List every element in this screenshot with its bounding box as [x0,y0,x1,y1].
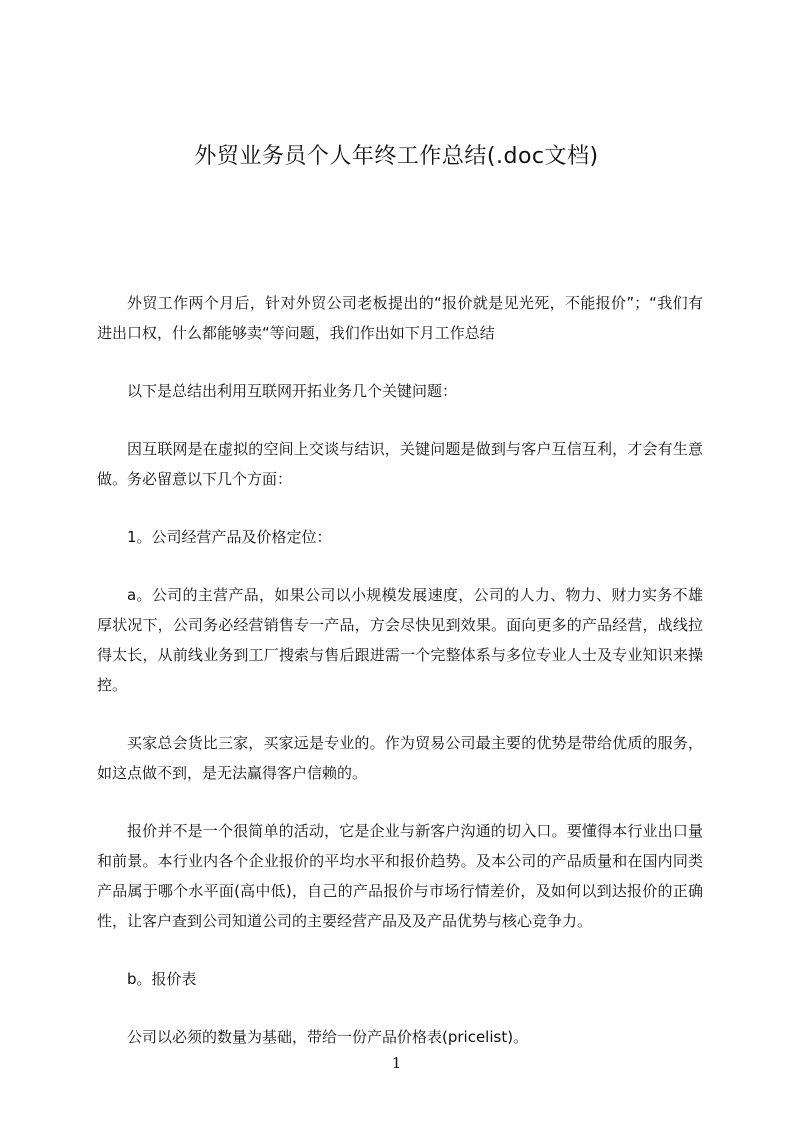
paragraph-price-list: 公司以必须的数量为基础，带给一份产品价格表(pricelist)。 [127,1028,529,1046]
paragraph-main-products: a。公司的主营产品，如果公司以小规模发展速度，公司的人力、物力、财力实务不雄厚状况下，公司务必经营销售专一产品，方会尽快见到效果。面向更多的产品经营，战线拉得太长，从前线业务到工厂搜索与售后跟进需一个完整体系与多位专业人士及专业知识来操控。 [97,586,703,694]
page-number: 1 [391,1054,402,1072]
document-body [97,288,703,1080]
document-title: 外贸业务员个人年终工作总结(.doc文档) [194,144,599,169]
paragraph-intro: 外贸工作两个月后，针对外贸公司老板提出的“报价就是见光死，不能报价”；“我们有进出口权，什么都能够卖“等问题，我们作出如下月工作总结 [97,294,703,342]
paragraph-key-issues: 以下是总结出利用互联网开拓业务几个关键问题： [127,382,458,400]
paragraph-price-list-heading: b。报价表 [127,970,197,988]
paragraph-buyers: 买家总会货比三家，买家远是专业的。作为贸易公司最主要的优势是带给优质的服务，如这点做不到，是无法赢得客户信赖的。 [97,734,703,782]
paragraph-quotation: 报价并不是一个很简单的活动，它是企业与新客户沟通的切入口。要懂得本行业出口量和前景。本行业内各个企业报价的平均水平和报价趋势。及本公司的产品质量和在国内同类产品属于哪个水平面(高中低)，自己的产品报价与市场行情差价，及如何以到达报价的正确性，让客户查到公司知道公司的主要经营产品及及产品优势与核心竞争力。 [97,822,703,930]
paragraph-section-1: 1。公司经营产品及价格定位： [127,528,332,546]
paragraph-internet-trust: 因互联网是在虚拟的空间上交谈与结识，关键问题是做到与客户互信互利，才会有生意做。务必留意以下几个方面： [97,440,703,488]
